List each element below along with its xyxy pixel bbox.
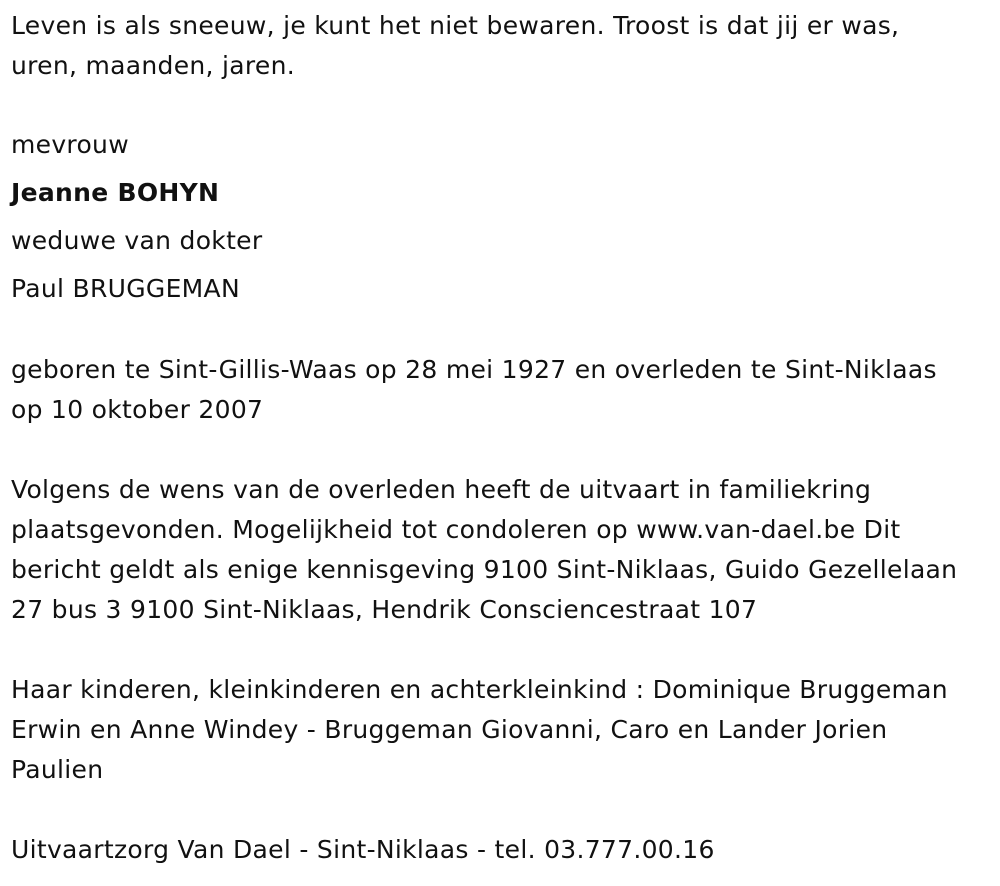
birth-death-dates: geboren te Sint-Gillis-Waas op 28 mei 1927 en overleden te Sint-Niklaas op 10 oktober 2007 [11, 355, 937, 424]
funeral-home-contact: Uitvaartzorg Van Dael - Sint-Niklaas - tel. 03.777.00.16 [11, 835, 715, 864]
deceased-name: Jeanne BOHYN [11, 178, 220, 207]
relation-line: weduwe van dokter [11, 226, 263, 255]
family-list: Haar kinderen, kleinkinderen en achterkleinkind : Dominique Bruggeman Erwin en Anne Windey - Bruggeman Giovanni, Caro en Lander Jorien Paulien [11, 675, 948, 784]
spouse-name: Paul BRUGGEMAN [11, 274, 240, 303]
honorific: mevrouw [11, 130, 129, 159]
opening-quote: Leven is als sneeuw, je kunt het niet bewaren. Troost is dat jij er was, uren, maanden, jaren. [11, 11, 900, 80]
funeral-details: Volgens de wens van de overleden heeft de uitvaart in familiekring plaatsgevonden. Mogelijkheid tot condoleren op www.van-dael.be Dit bericht geldt als enige kennisgeving 9100 Sint-Niklaas, Guido Gezellelaan 27 bus 3 9100 Sint-Niklaas, Hendrik Consciencestraat 107 [11, 475, 958, 624]
